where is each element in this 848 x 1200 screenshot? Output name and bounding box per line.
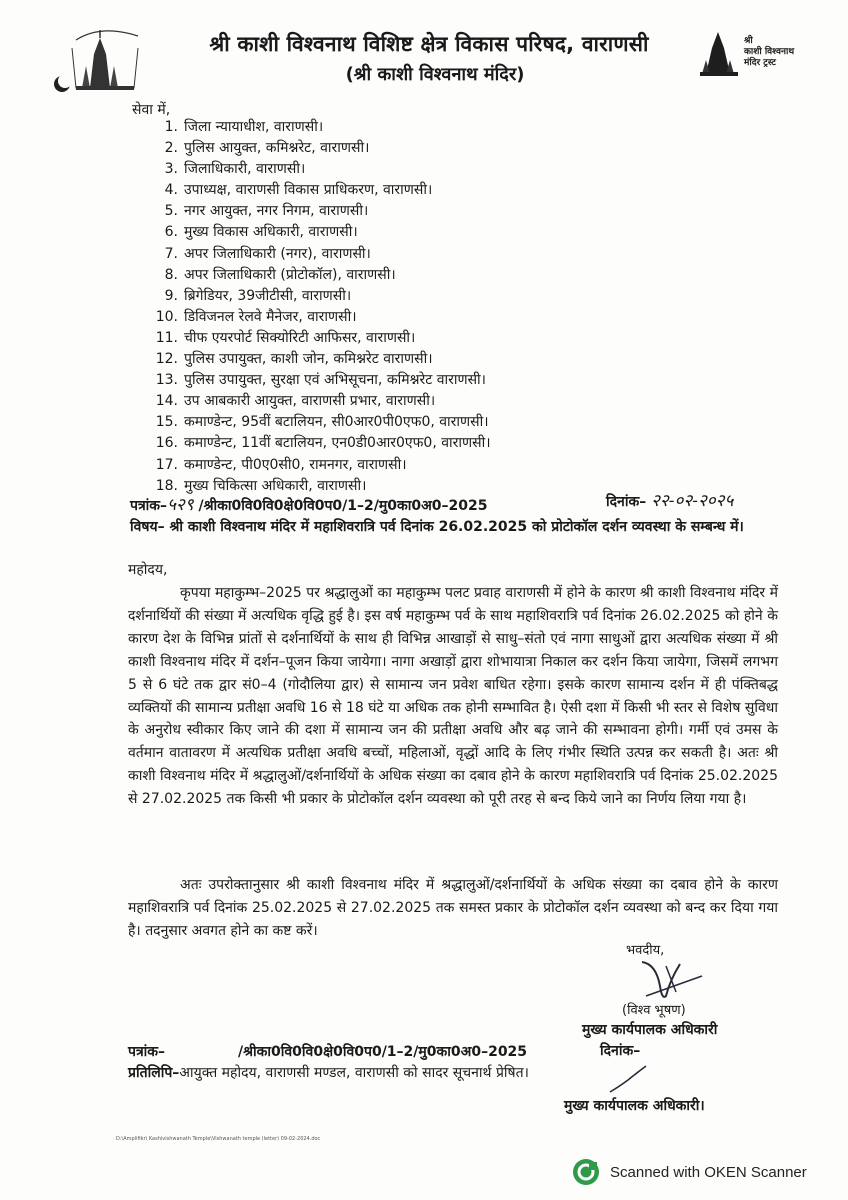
recipient-number: 18. [155,477,178,494]
recipient-text: पुलिस उपायुक्त, काशी जोन, कमिश्नरेट वाराणसी। [184,351,433,368]
recipient-text: नगर आयुक्त, नगर निगम, वाराणसी। [184,203,369,220]
recipient-item [152,328,491,349]
recipient-item [152,138,491,159]
recipient-number: 15. [155,414,178,431]
oken-scanner-logo-icon [572,1158,600,1186]
recipient-text: पुलिस आयुक्त, कमिश्नरेट, वाराणसी। [184,140,370,157]
closing-regards: भवदीय, [626,943,665,958]
handwritten-letter-number: ५२९ [167,495,194,515]
recipient-number: 11. [155,329,178,346]
file-path-footer: D:\Amplifikr\ Kashivishwanath Temple\Vishwanath temple (letter) 09-02-2024.doc [116,1136,321,1142]
recipient-number: 1. [164,119,178,135]
scanner-watermark [572,1158,807,1186]
recipient-item [152,201,491,222]
recipient-number: 8. [164,266,178,283]
handwritten-date: २२-०२-२०२५ [651,491,734,511]
scanner-text: Scanned with OKEN Scanner [610,1163,807,1181]
reference-number: /श्रीका0वि0वि0क्षे0वि0प0/1–2/मु0का0अ0–2025 [198,498,488,514]
recipient-item [152,244,491,265]
recipient-item [152,180,491,201]
recipient-item [152,370,491,391]
signer-designation: मुख्य कार्यपालक अधिकारी [582,1022,718,1038]
recipient-item [152,222,491,243]
signer-name: (विश्व भूषण) [622,1003,686,1018]
recipient-text: कमाण्डेन्ट, पी0ए0सी0, रामनगर, वाराणसी। [184,456,407,473]
recipient-item [152,117,491,138]
recipient-item [152,412,491,433]
recipient-text: जिला न्यायाधीश, वाराणसी। [184,119,324,135]
recipient-text: उप आबकारी आयुक्त, वाराणसी प्रभार, वाराणसी। [184,393,436,410]
trust-logo-text: श्री काशी विश्वनाथ मंदिर ट्रस्ट [744,36,795,68]
recipient-text: मुख्य विकास अधिकारी, वाराणसी। [184,224,358,241]
reference-date [606,488,733,511]
header-title: श्री काशी विश्वनाथ विशिष्ट क्षेत्र विकास परिषद, वाराणसी [209,32,649,56]
recipient-text: अपर जिलाधिकारी (प्रोटोकॉल), वाराणसी। [184,266,396,283]
signature [636,956,716,1002]
recipient-text: चीफ एयरपोर्ट सिक्योरिटी आफिसर, वाराणसी। [184,329,416,346]
copy-date-label: दिनांक– [600,1043,641,1059]
recipient-number: 10. [155,308,178,325]
recipient-text: पुलिस उपायुक्त, सुरक्षा एवं अभिसूचना, कमिश्नरेट वाराणसी। [184,372,486,389]
recipient-number: 17. [155,456,178,473]
copy-reference-label: पत्रांक– [128,1044,166,1060]
copy-signer-designation: मुख्य कार्यपालक अधिकारी। [564,1098,705,1114]
recipient-item [152,265,491,286]
date-label: दिनांक– [606,494,647,510]
recipient-item [152,286,491,307]
salutation: महोदय, [128,562,168,578]
recipient-text: ब्रिगेडियर, 39जीटीसी, वाराणसी। [184,287,352,304]
recipient-number: 4. [164,182,178,199]
subject-line: विषय– श्री काशी विश्वनाथ मंदिर में महाशिवरात्रि पर्व दिनांक 26.02.2025 को प्रोटोकॉल दर्शन व्यवस्था के सम्बन्ध में। [130,519,744,535]
recipient-number: 16. [155,435,178,452]
reference-label: पत्रांक– [130,498,168,514]
initial-mark [606,1064,650,1098]
recipient-text: कमाण्डेन्ट, 11वीं बटालियन, एन0डी0आर0एफ0, वाराणसी। [184,435,491,452]
recipient-number: 5. [164,203,178,220]
recipient-number: 12. [155,351,178,368]
recipients-list [152,117,491,497]
recipient-text: कमाण्डेन्ट, 95वीं बटालियन, सी0आर0पी0एफ0, वाराणसी। [184,414,489,431]
recipient-item [152,307,491,328]
recipient-number: 9. [164,287,178,304]
copy-reference-number: /श्रीका0वि0वि0क्षे0वि0प0/1–2/मु0का0अ0–2025 [238,1044,528,1060]
body-paragraph-1: कृपया महाकुम्भ–2025 पर श्रद्धालुओं का महाकुम्भ पलट प्रवाह वाराणसी में होने के कारण श्री काशी विश्वनाथ मंदिर में दर्शनार्थियों की संख्या में अत्यधिक वृद्धि हुई है। इस वर्ष महाकुम्भ पर्व के साथ महाशिवरात्रि पर्व दिनांक 26.02.2025 को होने के कारण देश के विभिन्न प्रांतों से दर्शनार्थियों के साथ ही विभिन्न आखाड़ों से साधु–संतो एवं नागा साधुओं द्वारा अत्यधिक संख्या में श्री काशी विश्वनाथ मंदिर में दर्शन–पूजन किया जायेगा। नागा अखाड़ों द्वारा शोभायात्रा निकाल कर दर्शन किया जायेगा, जिसमें लगभग 5 से 6 घंटे तक द्वार सं0–4 (गोदौलिया द्वार) से सामान्य जन प्रवेश बाधित रहेगा। इसके कारण सामान्य दर्शन में ही पंक्तिबद्ध व्यक्तियों की सामान्य प्रतीक्षा अवधि 16 से 18 घंटे या अधिक तक होनी सम्भावित है। ऐसी दशा में किसी भी स्तर से विशेष सुविधा के अनुरोध स्वीकार किए जाने की दशा में सामान्य जन की प्रतीक्षा अवधि और बढ़ जाने की सम्भावना होगी। गर्मी एवं उमस के वर्तमान वातावरण में अत्यधिक प्रतीक्षा अवधि बच्चों, महिलाओं, वृद्धों आदि के लिए गंभीर स्थिति उत्पन्न कर सकती है। अतः श्री काशी विश्वनाथ मंदिर में श्रद्धालुओं/दर्शनार्थियों के अधिक संख्या का दबाव होने के कारण महाशिवरात्रि पर्व दिनांक 25.02.2025 से 27.02.2025 तक किसी भी प्रकार के प्रोटोकॉल दर्शन व्यवस्था को पूरी तरह से बन्द किये जाने का निर्णय लिया गया है। [128,585,778,808]
recipient-number: 6. [164,224,178,241]
recipient-item [152,159,491,180]
recipient-text: जिलाधिकारी, वाराणसी। [184,161,306,178]
recipient-text: डिविजनल रेलवे मैनेजर, वाराणसी। [184,308,357,325]
recipient-number: 14. [155,393,178,410]
copy-to-line [128,1063,529,1082]
recipient-number: 2. [164,140,178,157]
recipient-number: 13. [155,372,178,389]
header-subtitle: (श्री काशी विश्वनाथ मंदिर) [345,64,525,85]
copy-label: प्रतिलिपि– [128,1065,180,1081]
recipient-text: अपर जिलाधिकारी (नगर), वाराणसी। [184,245,371,262]
recipient-item [152,455,491,476]
recipient-text: उपाध्यक्ष, वाराणसी विकास प्राधिकरण, वाराणसी। [184,182,433,199]
recipient-number: 3. [164,161,178,178]
recipient-item [152,349,491,370]
copy-text: आयुक्त महोदय, वाराणसी मण्डल, वाराणसी को सादर सूचनार्थ प्रेषित। [179,1065,529,1081]
recipient-number: 7. [164,245,178,262]
recipients-label: सेवा में, [132,102,171,118]
recipient-item [152,433,491,454]
recipient-text: मुख्य चिकित्सा अधिकारी, वाराणसी। [184,477,367,494]
body-paragraph-2: अतः उपरोक्तानुसार श्री काशी विश्वनाथ मंदिर में श्रद्धालुओं/दर्शनार्थियों के अधिक संख्या का दबाव होने के कारण महाशिवरात्रि पर्व दिनांक 25.02.2025 से 27.02.2025 तक समस्त प्रकार के प्रोटोकॉल दर्शन व्यवस्था को बन्द कर दिया गया है। तदनुसार अवगत होने का कष्ट करें। [128,877,778,939]
reference-line [130,492,488,515]
recipient-item [152,391,491,412]
